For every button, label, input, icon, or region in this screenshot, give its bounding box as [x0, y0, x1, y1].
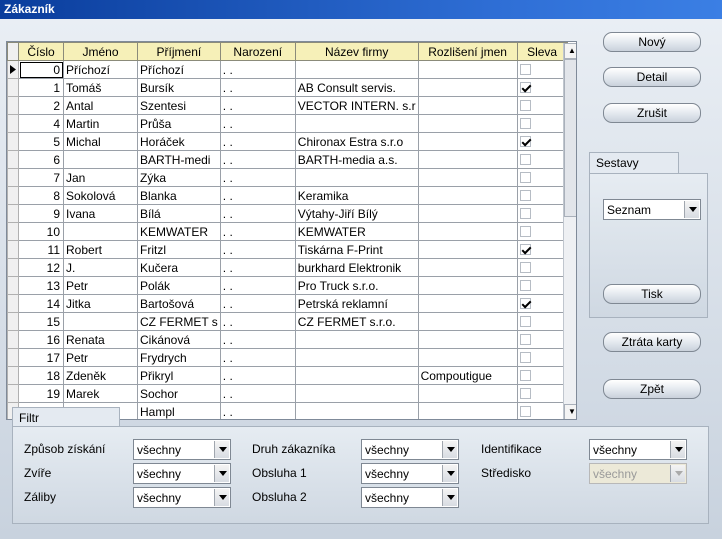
cell-firma[interactable] [295, 403, 418, 421]
cell-rozliseni[interactable] [418, 61, 517, 79]
cell-firma[interactable]: Výtahy-Jiří Bílý [295, 205, 418, 223]
row-indicator[interactable] [8, 205, 19, 223]
cell-sleva[interactable] [517, 61, 567, 79]
checkbox-icon[interactable] [520, 172, 531, 183]
chevron-down-icon[interactable] [442, 465, 457, 482]
row-indicator[interactable] [8, 295, 19, 313]
checkbox-icon[interactable] [520, 370, 531, 381]
cell-cislo[interactable]: 11 [19, 241, 64, 259]
filter-value-obsluha2: všechny [365, 491, 410, 505]
chevron-down-icon[interactable] [214, 441, 229, 458]
cell-firma[interactable]: BARTH-media a.s. [295, 151, 418, 169]
cell-firma[interactable]: Pro Truck s.r.o. [295, 277, 418, 295]
chevron-down-icon[interactable] [670, 441, 685, 458]
cell-sleva[interactable] [517, 313, 567, 331]
checkbox-icon[interactable] [520, 352, 531, 363]
cell-prijmeni[interactable]: Cikánová [138, 331, 221, 349]
column-header-jmeno[interactable]: Jméno [64, 43, 138, 61]
table-row[interactable] [8, 97, 568, 115]
cell-prijmeni[interactable]: Polák [138, 277, 221, 295]
filter-label-ident: Identifikace [481, 442, 542, 456]
cell-narozeni[interactable]: . . [220, 151, 295, 169]
row-indicator[interactable] [8, 313, 19, 331]
cell-sleva[interactable] [517, 97, 567, 115]
cell-firma[interactable] [295, 331, 418, 349]
cell-firma[interactable] [295, 385, 418, 403]
cell-prijmeni[interactable]: KEMWATER [138, 223, 221, 241]
filter-label-zpusob: Způsob získání [24, 442, 106, 456]
cell-rozliseni[interactable] [418, 223, 517, 241]
cell-prijmeni[interactable]: Příchozí [138, 61, 221, 79]
cell-cislo[interactable]: 17 [19, 349, 64, 367]
cell-cislo[interactable]: 4 [19, 115, 64, 133]
cell-jmeno[interactable]: J. [64, 259, 138, 277]
row-indicator[interactable] [8, 79, 19, 97]
cell-rozliseni[interactable] [418, 97, 517, 115]
cell-narozeni[interactable]: . . [220, 61, 295, 79]
cell-prijmeni[interactable]: Frydrych [138, 349, 221, 367]
grid-header-row [8, 43, 568, 61]
cell-rozliseni[interactable] [418, 349, 517, 367]
row-indicator[interactable] [8, 115, 19, 133]
cell-cislo[interactable]: 12 [19, 259, 64, 277]
checkbox-icon[interactable] [520, 262, 531, 273]
cell-cislo[interactable]: 8 [19, 187, 64, 205]
cell-rozliseni[interactable] [418, 331, 517, 349]
cell-sleva[interactable] [517, 403, 567, 421]
filter-select-druh[interactable] [361, 439, 459, 460]
cell-prijmeni[interactable]: Hampl [138, 403, 221, 421]
cell-jmeno[interactable]: Marek [64, 385, 138, 403]
checkbox-checked-icon[interactable] [520, 136, 531, 147]
cell-rozliseni[interactable] [418, 115, 517, 133]
column-header-narozeni[interactable]: Narození [220, 43, 295, 61]
cancel-button[interactable]: Zrušit [603, 103, 701, 123]
cell-jmeno[interactable]: Jan [64, 169, 138, 187]
cell-cislo[interactable]: 6 [19, 151, 64, 169]
checkbox-icon[interactable] [520, 208, 531, 219]
cell-rozliseni[interactable] [418, 169, 517, 187]
cell-narozeni[interactable]: . . [220, 169, 295, 187]
cell-cislo[interactable]: 19 [19, 385, 64, 403]
cell-rozliseni[interactable] [418, 313, 517, 331]
filter-value-stredisko: všechny [593, 467, 638, 481]
cell-firma[interactable]: Chironax Estra s.r.o [295, 133, 418, 151]
row-indicator[interactable] [8, 385, 19, 403]
cell-prijmeni[interactable]: Szentesi [138, 97, 221, 115]
detail-button[interactable]: Detail [603, 67, 701, 87]
table-row[interactable] [8, 295, 568, 313]
cell-firma[interactable]: Tiskárna F-Print [295, 241, 418, 259]
cell-jmeno[interactable]: Tomáš [64, 79, 138, 97]
cell-firma[interactable]: burkhard Elektronik [295, 259, 418, 277]
filter-value-zvire: všechny [137, 467, 182, 481]
cell-rozliseni[interactable] [418, 277, 517, 295]
filter-label-druh: Druh zákazníka [252, 442, 336, 456]
filter-select-obsluha1[interactable] [361, 463, 459, 484]
chevron-down-icon [670, 465, 685, 482]
row-indicator[interactable] [8, 169, 19, 187]
scroll-up-icon[interactable]: ▲ [564, 43, 577, 59]
filter-label-obsluha2: Obsluha 2 [252, 490, 307, 504]
chevron-down-icon[interactable] [214, 489, 229, 506]
cell-prijmeni[interactable]: Sochor [138, 385, 221, 403]
cell-prijmeni[interactable]: Zýka [138, 169, 221, 187]
cell-narozeni[interactable]: . . [220, 259, 295, 277]
row-indicator[interactable] [8, 367, 19, 385]
report-select[interactable] [603, 199, 701, 220]
column-header-rozliseni[interactable]: Rozlišení jmen [418, 43, 517, 61]
cell-sleva[interactable] [517, 133, 567, 151]
window-title: Zákazník [0, 0, 722, 19]
cell-prijmeni[interactable]: BARTH-medi [138, 151, 221, 169]
filter-value-obsluha1: všechny [365, 467, 410, 481]
cell-firma[interactable]: CZ FERMET s.r.o. [295, 313, 418, 331]
row-indicator[interactable] [8, 277, 19, 295]
cell-narozeni[interactable]: . . [220, 313, 295, 331]
cell-narozeni[interactable]: . . [220, 403, 295, 421]
table-row[interactable] [8, 205, 568, 223]
cell-narozeni[interactable]: . . [220, 79, 295, 97]
cell-cislo[interactable]: 2 [19, 97, 64, 115]
cell-cislo[interactable]: 1 [19, 79, 64, 97]
cell-narozeni[interactable]: . . [220, 277, 295, 295]
table-row[interactable] [8, 169, 568, 187]
row-indicator[interactable] [8, 187, 19, 205]
cell-rozliseni[interactable] [418, 295, 517, 313]
cell-sleva[interactable] [517, 385, 567, 403]
cell-cislo[interactable]: 10 [19, 223, 64, 241]
chevron-down-icon[interactable] [442, 441, 457, 458]
cell-cislo[interactable]: 5 [19, 133, 64, 151]
filter-label-zaliby: Záliby [24, 490, 57, 504]
column-header-firma[interactable]: Název firmy [295, 43, 418, 61]
table-row[interactable] [8, 331, 568, 349]
cell-narozeni[interactable]: . . [220, 349, 295, 367]
checkbox-icon[interactable] [520, 334, 531, 345]
chevron-down-icon[interactable] [684, 201, 699, 218]
checkbox-icon[interactable] [520, 118, 531, 129]
cell-rozliseni[interactable] [418, 79, 517, 97]
cell-cislo[interactable]: 18 [19, 367, 64, 385]
cell-sleva[interactable] [517, 295, 567, 313]
scroll-down-icon[interactable]: ▼ [564, 404, 577, 420]
cell-firma[interactable]: Keramika [295, 187, 418, 205]
back-button[interactable]: Zpět [603, 379, 701, 399]
cell-jmeno[interactable]: Renata [64, 331, 138, 349]
cell-sleva[interactable] [517, 349, 567, 367]
cell-prijmeni[interactable]: Přikryl [138, 367, 221, 385]
cell-jmeno[interactable]: Michal [64, 133, 138, 151]
row-indicator[interactable] [8, 97, 19, 115]
cell-cislo[interactable]: 15 [19, 313, 64, 331]
checkbox-icon[interactable] [520, 406, 531, 417]
cell-jmeno[interactable]: Petr [64, 349, 138, 367]
row-indicator[interactable] [8, 151, 19, 169]
cell-firma[interactable]: VECTOR INTERN. s.r [295, 97, 418, 115]
cell-firma[interactable] [295, 115, 418, 133]
cell-sleva[interactable] [517, 277, 567, 295]
filter-select-obsluha2[interactable] [361, 487, 459, 508]
cell-narozeni[interactable]: . . [220, 295, 295, 313]
filter-select-zvire[interactable] [133, 463, 231, 484]
filter-label-obsluha1: Obsluha 1 [252, 466, 307, 480]
cell-cislo[interactable]: 16 [19, 331, 64, 349]
table-row[interactable] [8, 349, 568, 367]
cell-firma[interactable] [295, 61, 418, 79]
cell-sleva[interactable] [517, 331, 567, 349]
cell-rozliseni[interactable] [418, 403, 517, 421]
cell-narozeni[interactable]: . . [220, 223, 295, 241]
cell-narozeni[interactable]: . . [220, 115, 295, 133]
cell-prijmeni[interactable]: Blanka [138, 187, 221, 205]
cell-jmeno[interactable] [64, 151, 138, 169]
cell-narozeni[interactable]: . . [220, 331, 295, 349]
cell-firma[interactable] [295, 169, 418, 187]
filter-label-stredisko: Středisko [481, 466, 532, 480]
checkbox-icon[interactable] [520, 190, 531, 201]
cell-rozliseni[interactable] [418, 151, 517, 169]
new-button[interactable]: Nový [603, 32, 701, 52]
cell-jmeno[interactable]: Zdeněk [64, 367, 138, 385]
cell-narozeni[interactable]: . . [220, 133, 295, 151]
tab-filtr[interactable]: Filtr [12, 407, 120, 428]
cell-narozeni[interactable]: . . [220, 385, 295, 403]
cell-jmeno[interactable]: Sokolová [64, 187, 138, 205]
cell-cislo[interactable]: 9 [19, 205, 64, 223]
cell-rozliseni[interactable] [418, 187, 517, 205]
chevron-down-icon[interactable] [214, 465, 229, 482]
checkbox-checked-icon[interactable] [520, 244, 531, 255]
tab-sestavy[interactable]: Sestavy [589, 152, 679, 174]
table-row[interactable] [8, 259, 568, 277]
cell-sleva[interactable] [517, 367, 567, 385]
triangle-right-icon [10, 65, 16, 74]
row-indicator-header [8, 43, 19, 61]
cell-jmeno[interactable]: Robert [64, 241, 138, 259]
table-row[interactable] [8, 223, 568, 241]
customer-window [0, 19, 722, 539]
row-indicator[interactable] [8, 133, 19, 151]
table-row[interactable] [8, 115, 568, 133]
customer-grid[interactable] [6, 41, 577, 420]
cell-jmeno[interactable]: Jitka [64, 295, 138, 313]
cell-narozeni[interactable]: . . [220, 205, 295, 223]
cell-cislo[interactable]: 13 [19, 277, 64, 295]
cell-firma[interactable]: KEMWATER [295, 223, 418, 241]
filter-select-zpusob[interactable] [133, 439, 231, 460]
column-header-prijmeni[interactable]: Příjmení [138, 43, 221, 61]
checkbox-icon[interactable] [520, 316, 531, 327]
checkbox-icon[interactable] [520, 388, 531, 399]
column-header-cislo[interactable]: Číslo [19, 43, 64, 61]
checkbox-icon[interactable] [520, 100, 531, 111]
cell-prijmeni[interactable]: CZ FERMET s [138, 313, 221, 331]
checkbox-icon[interactable] [520, 280, 531, 291]
cell-rozliseni[interactable]: Compoutigue [418, 367, 517, 385]
cell-sleva[interactable] [517, 187, 567, 205]
filter-select-stredisko [589, 463, 687, 484]
cell-jmeno[interactable]: Antal [64, 97, 138, 115]
row-indicator[interactable] [8, 241, 19, 259]
cell-rozliseni[interactable] [418, 133, 517, 151]
filter-value-zpusob: všechny [137, 443, 182, 457]
table-row[interactable] [8, 187, 568, 205]
row-indicator[interactable] [8, 331, 19, 349]
table-row[interactable] [8, 133, 568, 151]
cell-prijmeni[interactable]: Horáček [138, 133, 221, 151]
cell-firma[interactable]: Petrská reklamní [295, 295, 418, 313]
cell-jmeno[interactable]: Martin [64, 115, 138, 133]
filter-select-zaliby[interactable] [133, 487, 231, 508]
cell-narozeni[interactable]: . . [220, 187, 295, 205]
checkbox-icon[interactable] [520, 64, 531, 75]
column-header-sleva[interactable]: Sleva [517, 43, 567, 61]
scroll-thumb[interactable] [564, 59, 577, 217]
cell-cislo[interactable]: 7 [19, 169, 64, 187]
cell-rozliseni[interactable] [418, 205, 517, 223]
cell-sleva[interactable] [517, 115, 567, 133]
cell-cislo[interactable]: 14 [19, 295, 64, 313]
cell-sleva[interactable] [517, 259, 567, 277]
chevron-down-icon[interactable] [442, 489, 457, 506]
cell-firma[interactable] [295, 367, 418, 385]
cell-rozliseni[interactable] [418, 241, 517, 259]
table-row[interactable] [8, 367, 568, 385]
cell-prijmeni[interactable]: Bílá [138, 205, 221, 223]
cell-narozeni[interactable]: . . [220, 367, 295, 385]
customer-table [7, 42, 568, 420]
report-select-value: Seznam [607, 203, 652, 217]
table-row[interactable] [8, 79, 568, 97]
cell-narozeni[interactable]: . . [220, 241, 295, 259]
table-row[interactable] [8, 277, 568, 295]
lost-card-button[interactable]: Ztráta karty [603, 332, 701, 352]
cell-jmeno[interactable] [64, 223, 138, 241]
table-row[interactable] [8, 151, 568, 169]
row-indicator[interactable] [8, 349, 19, 367]
checkbox-checked-icon[interactable] [520, 298, 531, 309]
cell-rozliseni[interactable] [418, 385, 517, 403]
filter-select-ident[interactable] [589, 439, 687, 460]
current-row-indicator-icon[interactable] [8, 61, 19, 79]
cell-sleva[interactable] [517, 205, 567, 223]
cell-sleva[interactable] [517, 241, 567, 259]
cell-sleva[interactable] [517, 151, 567, 169]
cell-sleva[interactable] [517, 79, 567, 97]
filter-label-zvire: Zvíře [24, 466, 52, 480]
filter-value-druh: všechny [365, 443, 410, 457]
row-indicator[interactable] [8, 223, 19, 241]
row-indicator[interactable] [8, 259, 19, 277]
checkbox-checked-icon[interactable] [520, 82, 531, 93]
cell-sleva[interactable] [517, 169, 567, 187]
cell-jmeno[interactable] [64, 313, 138, 331]
cell-prijmeni[interactable]: Bartošová [138, 295, 221, 313]
cell-prijmeni[interactable]: Fritzl [138, 241, 221, 259]
checkbox-icon[interactable] [520, 154, 531, 165]
cell-prijmeni[interactable]: Bursík [138, 79, 221, 97]
cell-jmeno[interactable]: Příchozí [64, 61, 138, 79]
cell-prijmeni[interactable]: Průša [138, 115, 221, 133]
table-row[interactable] [8, 241, 568, 259]
cell-jmeno[interactable]: Ivana [64, 205, 138, 223]
print-button[interactable]: Tisk [603, 284, 701, 304]
checkbox-icon[interactable] [520, 226, 531, 237]
cell-sleva[interactable] [517, 223, 567, 241]
cell-jmeno[interactable]: Petr [64, 277, 138, 295]
cell-prijmeni[interactable]: Kučera [138, 259, 221, 277]
cell-rozliseni[interactable] [418, 259, 517, 277]
table-row[interactable] [8, 385, 568, 403]
cell-narozeni[interactable]: . . [220, 97, 295, 115]
filter-value-zaliby: všechny [137, 491, 182, 505]
table-row[interactable] [8, 313, 568, 331]
filter-value-ident: všechny [593, 443, 638, 457]
table-row[interactable] [8, 61, 568, 79]
cell-firma[interactable] [295, 349, 418, 367]
grid-vertical-scrollbar[interactable] [563, 43, 577, 420]
cell-firma[interactable]: AB Consult servis. [295, 79, 418, 97]
cell-cislo[interactable]: 0 [19, 61, 64, 79]
